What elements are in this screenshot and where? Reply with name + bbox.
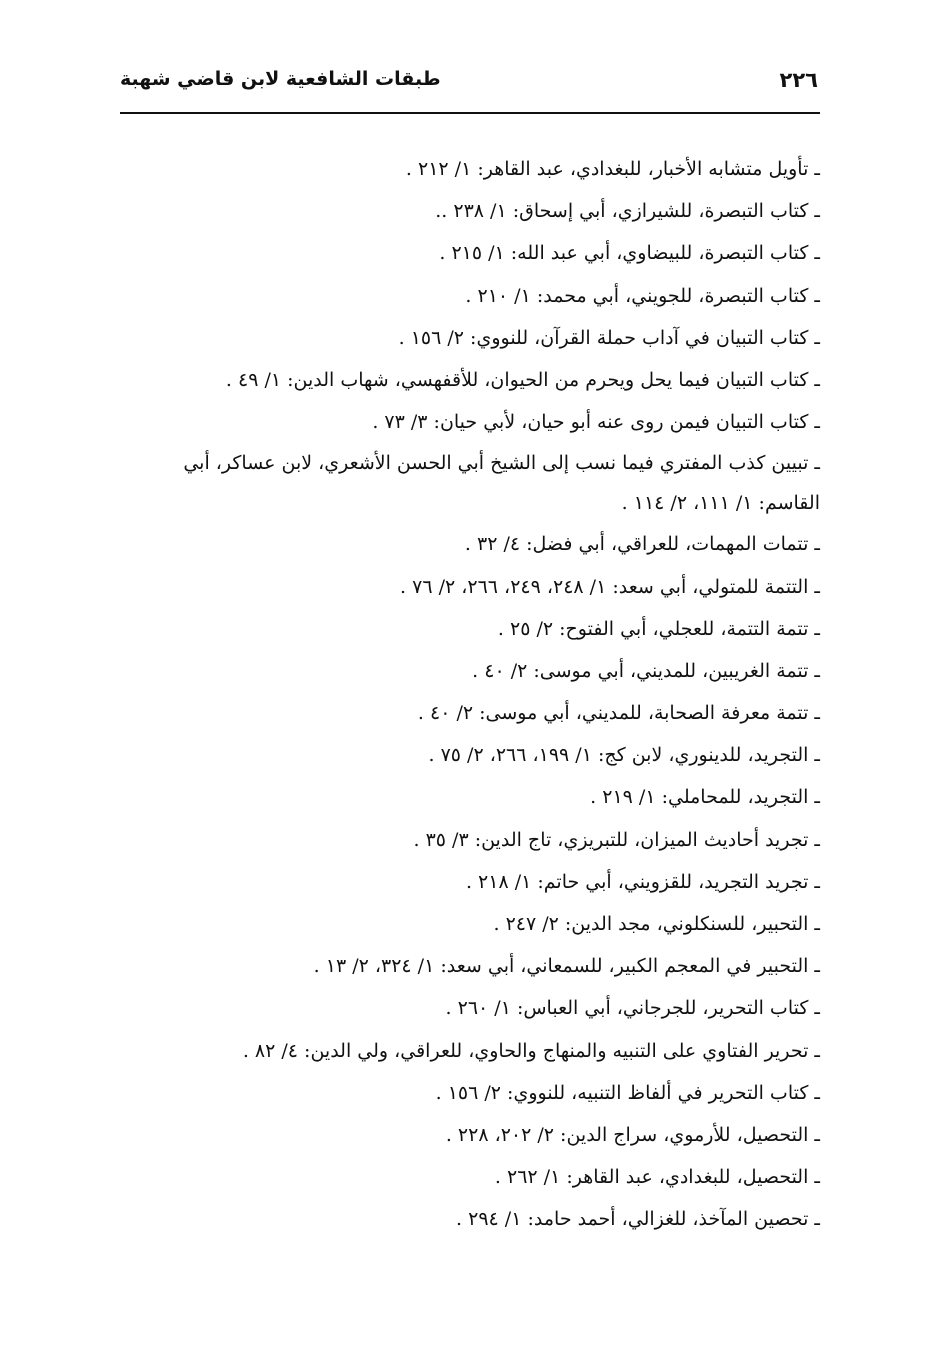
- index-entry: ـ التحصيل، للبغدادي، عبد القاهر: ١/ ٢٦٢ .: [494, 1166, 820, 1189]
- index-entry: ـ تأويل متشابه الأخبار، للبغدادي، عبد القاهر: ١/ ٢١٢ .: [405, 158, 820, 180]
- index-entry: ـ تجريد أحاديث الميزان، للتبريزي، تاج الدين: ٣/ ٣٥ .: [413, 828, 820, 851]
- index-entry: ـ كتاب التبيان فيمن روى عنه أبو حيان، لأبي حيان: ٣/ ٧٣ .: [372, 411, 820, 434]
- index-entry: ـ كتاب التبصرة، للشيرازي، أبي إسحاق: ١/ ٢٣٨ ..: [435, 200, 820, 223]
- index-entry: ـ التحبير، للسنكلوني، مجد الدين: ٢/ ٢٤٧ .: [493, 913, 820, 935]
- index-entry: ـ كتاب التحرير في ألفاظ التنبيه، للنووي: ٢/ ١٥٦ .: [435, 1081, 820, 1104]
- index-entry: ـ التتمة للمتولي، أبي سعد: ١/ ٢٤٨، ٢٤٩، ٢٦٦، ٢/ ٧٦ .: [400, 575, 820, 598]
- index-entry: ـ كتاب التبيان فيما يحل ويحرم من الحيوان، للأقفهسي، شهاب الدين: ١/ ٤٩ .: [225, 368, 820, 391]
- index-entry: ـ تحصين المآخذ، للغزالي، أحمد حامد: ١/ ٢٩٤ .: [456, 1208, 820, 1231]
- page-number: ٢٢٦: [779, 68, 818, 92]
- index-entry: ـ التحبير في المعجم الكبير، للسمعاني، أبي سعد: ١/ ٣٢٤، ٢/ ١٣ .: [313, 955, 820, 978]
- index-entry: ـ كتاب التبصرة، للبيضاوي، أبي عبد الله: ١/ ٢١٥ .: [439, 242, 820, 265]
- index-entry: ـ كتاب التبصرة، للجويني، أبي محمد: ١/ ٢١٠ .: [465, 284, 820, 307]
- index-entry: ـ التجريد، للدينوري، لابن كج: ١/ ١٩٩، ٢٦٦، ٢/ ٧٥ .: [428, 744, 820, 767]
- index-entry: ـ كتاب التبيان في آداب حملة القرآن، للنووي: ٢/ ١٥٦ .: [398, 326, 820, 349]
- index-entry: ـ تجريد التجريد، للقزويني، أبي حاتم: ١/ ٢١٨ .: [465, 870, 820, 893]
- header-rule: [120, 112, 820, 114]
- index-entry: ـ كتاب التحرير، للجرجاني، أبي العباس: ١/ ٢٦٠ .: [445, 997, 820, 1020]
- index-entry: ـ تحرير الفتاوي على التنبيه والمنهاج والحاوي، للعراقي، ولي الدين: ٤/ ٨٢ .: [242, 1039, 820, 1062]
- index-entry: ـ تتمة الغريبين، للمديني، أبي موسى: ٢/ ٤٠ .: [472, 659, 820, 682]
- index-entry: ـ التجريد، للمحاملي: ١/ ٢١٩ .: [590, 786, 820, 809]
- running-title: طبقات الشافعية لابن قاضي شهبة: [120, 68, 441, 90]
- index-entry: ـ التحصيل، للأرموي، سراج الدين: ٢/ ٢٠٢، ٢٢٨ .: [445, 1123, 820, 1146]
- index-entries: [120, 148, 820, 1241]
- page-header: [120, 62, 820, 102]
- index-entry: ـ تتمة معرفة الصحابة، للمديني، أبي موسى: ٢/ ٤٠ .: [417, 702, 820, 725]
- index-entry: ـ تتمة التتمة، للعجلي، أبي الفتوح: ٢/ ٢٥ .: [497, 617, 820, 640]
- index-entry: ـ تبيين كذب المفتري فيما نسب إلى الشيخ أبي الحسن الأشعري، لابن عساكر، أبي القاسم: ١/ ١١١، ٢/ ١١٤ .: [183, 452, 820, 515]
- index-entry: ـ تتمات المهمات، للعراقي، أبي فضل: ٤/ ٣٢ .: [464, 533, 820, 556]
